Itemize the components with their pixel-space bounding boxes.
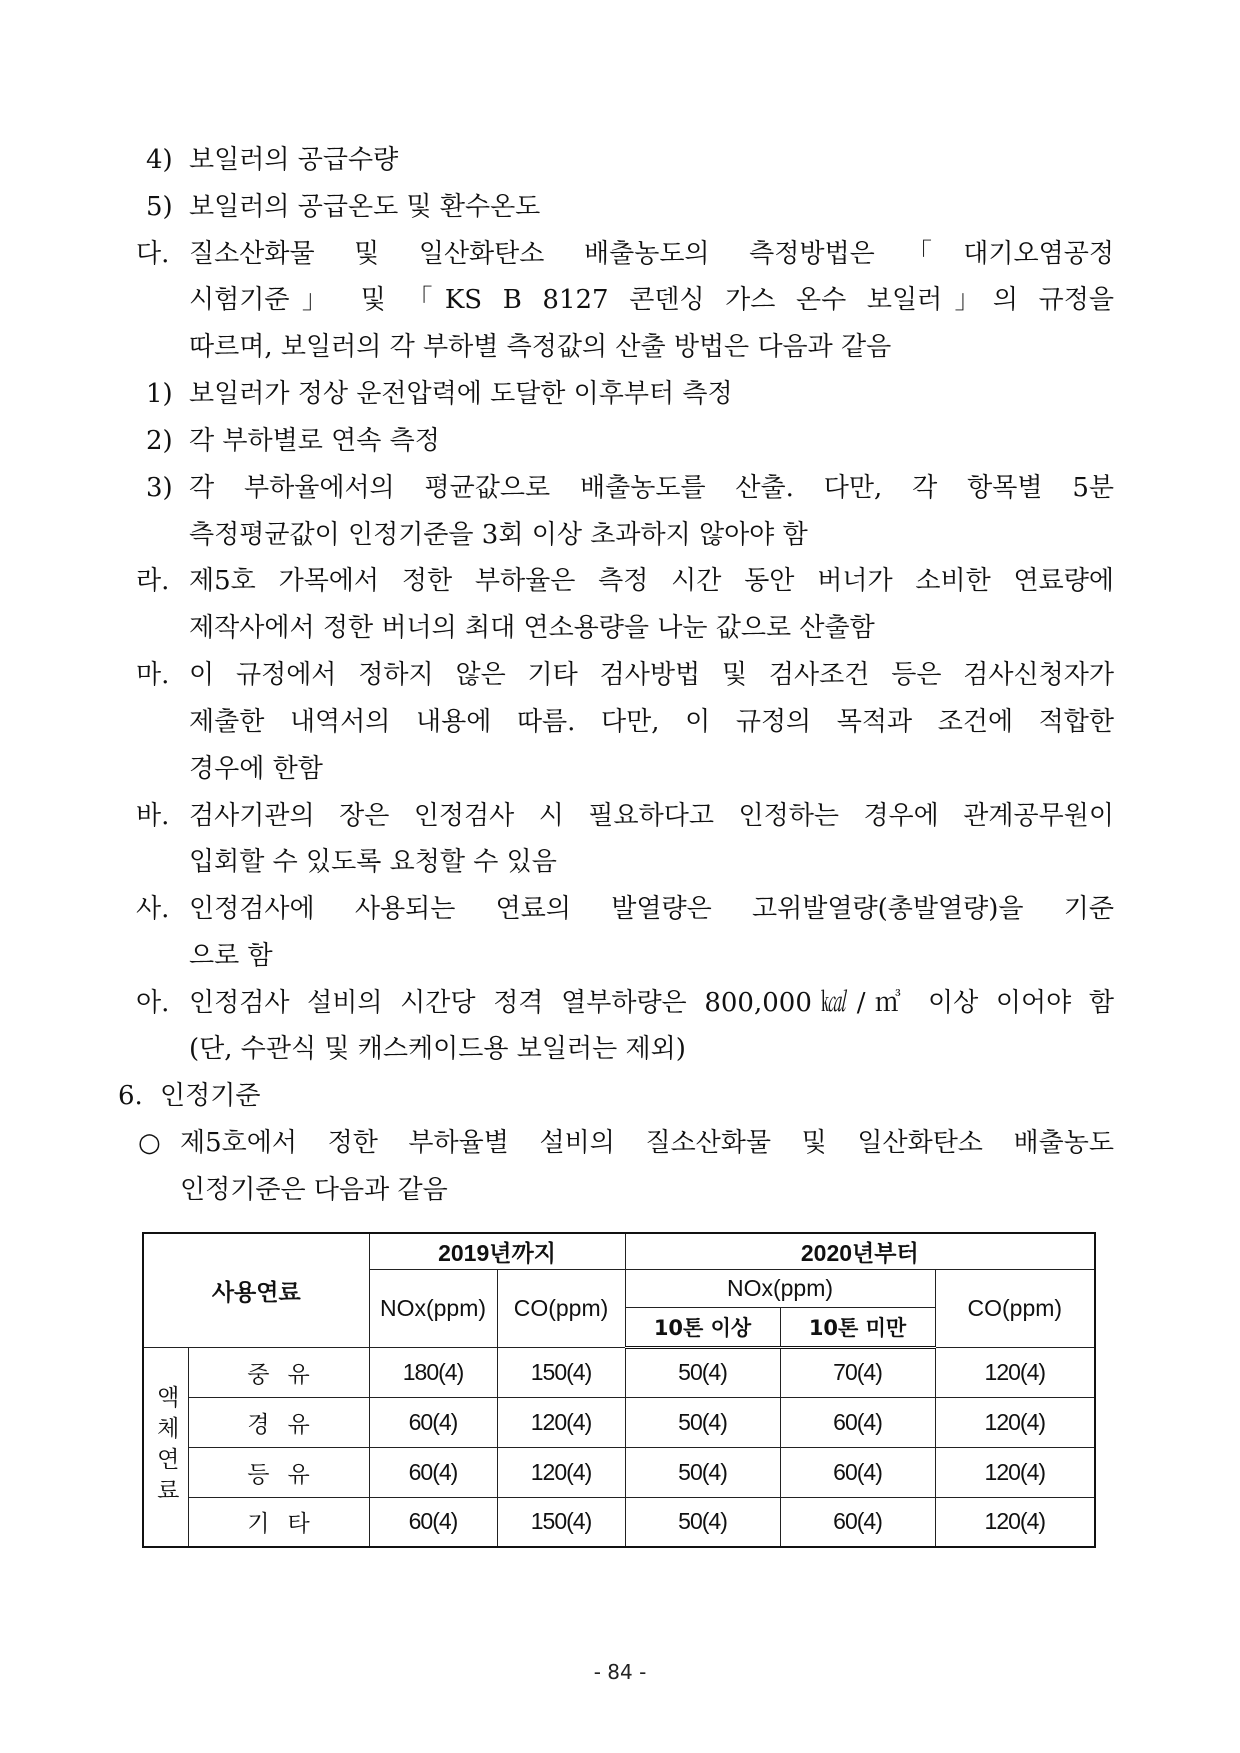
item-circle-cont xyxy=(0,1167,1240,1213)
item-a-cont xyxy=(0,1026,1240,1072)
item-ma-cont xyxy=(0,699,1240,745)
item-marker: 5) xyxy=(146,192,173,222)
item-text: 각 부하별로 연속 측정 xyxy=(189,426,440,456)
item-1 xyxy=(0,371,1240,417)
value-cell: 70(4) xyxy=(780,1347,935,1397)
item-text: 시험기준」 및 「KS B 8127 콘덴싱 가스 온수 보일러」의 규정을 xyxy=(189,285,1114,315)
table-row xyxy=(143,1447,1095,1497)
item-sa xyxy=(0,886,1240,932)
co-header: CO(ppm) xyxy=(497,1269,625,1347)
item-3-cont xyxy=(0,512,1240,558)
item-ma-cont xyxy=(0,746,1240,792)
item-marker: 1) xyxy=(146,379,173,409)
item-text: 제작사에서 정한 버너의 최대 연소용량을 나눈 값으로 산출함 xyxy=(189,613,875,643)
item-marker: 다. xyxy=(136,239,170,269)
fuel-name: 등유 xyxy=(188,1447,369,1497)
item-text: 각 부하율에서의 평균값으로 배출농도를 산출. 다만, 각 항목별 5분 xyxy=(189,473,1114,503)
item-marker: 바. xyxy=(136,801,170,831)
item-text: 경우에 한함 xyxy=(189,754,323,784)
item-text: 인정검사에 사용되는 연료의 발열량은 고위발열량(총발열량)을 기준 xyxy=(189,894,1114,924)
value-cell: 60(4) xyxy=(780,1497,935,1547)
item-ra xyxy=(0,558,1240,604)
item-text: 검사기관의 장은 인정검사 시 필요하다고 인정하는 경우에 관계공무원이 xyxy=(189,801,1114,831)
co-2020-header: CO(ppm) xyxy=(935,1269,1095,1347)
item-text: 이 규정에서 정하지 않은 기타 검사방법 및 검사조건 등은 검사신청자가 xyxy=(189,660,1114,690)
fuel-name: 중유 xyxy=(188,1347,369,1397)
period-until-2019-header: 2019년까지 xyxy=(369,1233,625,1269)
item-marker: 사. xyxy=(136,894,170,924)
item-text: 인정검사 설비의 시간당 정격 열부하량은 800,000㎉/㎥ 이상 이어야 함 xyxy=(189,988,1114,1018)
value-cell: 50(4) xyxy=(625,1447,780,1497)
item-3 xyxy=(0,465,1240,511)
item-sa-cont xyxy=(0,933,1240,979)
item-ba xyxy=(0,793,1240,839)
value-cell: 120(4) xyxy=(935,1447,1095,1497)
item-ma xyxy=(0,652,1240,698)
item-text: 제5호에서 정한 부하율별 설비의 질소산화물 및 일산화탄소 배출농도 xyxy=(180,1128,1114,1158)
value-cell: 60(4) xyxy=(369,1497,497,1547)
item-text: 제5호 가목에서 정한 부하율은 측정 시간 동안 버너가 소비한 연료량에 xyxy=(189,566,1114,596)
item-da xyxy=(0,231,1240,277)
under-10-ton-header: 10톤 미만 xyxy=(780,1307,935,1347)
value-cell: 50(4) xyxy=(625,1397,780,1447)
item-text: 따르며, 보일러의 각 부하별 측정값의 산출 방법은 다음과 같음 xyxy=(189,332,892,362)
item-ra-cont xyxy=(0,605,1240,651)
value-cell: 150(4) xyxy=(497,1347,625,1397)
fuel-name: 기타 xyxy=(188,1497,369,1547)
item-a xyxy=(0,980,1240,1026)
item-text: 인정기준 xyxy=(160,1081,261,1111)
item-text: 으로 함 xyxy=(189,941,273,971)
value-cell: 60(4) xyxy=(369,1397,497,1447)
item-circle xyxy=(0,1120,1240,1166)
item-text: 질소산화물 및 일산화탄소 배출농도의 측정방법은「대기오염공정 xyxy=(189,239,1114,269)
over-10-ton-header: 10톤 이상 xyxy=(625,1307,780,1347)
value-cell: 50(4) xyxy=(625,1497,780,1547)
period-from-2020-header: 2020년부터 xyxy=(625,1233,1095,1269)
value-cell: 120(4) xyxy=(497,1447,625,1497)
value-cell: 50(4) xyxy=(625,1347,780,1397)
item-da-cont xyxy=(0,277,1240,323)
liquid-fuel-group-label xyxy=(143,1347,188,1547)
item-marker: 3) xyxy=(146,473,173,503)
table-row xyxy=(143,1497,1095,1547)
item-marker: 라. xyxy=(136,566,170,596)
item-marker: 아. xyxy=(136,988,170,1018)
nox-header: NOx(ppm) xyxy=(369,1269,497,1347)
value-cell: 60(4) xyxy=(780,1397,935,1447)
item-5 xyxy=(0,184,1240,230)
value-cell: 120(4) xyxy=(935,1347,1095,1397)
item-ba-cont xyxy=(0,839,1240,885)
value-cell: 60(4) xyxy=(369,1447,497,1497)
item-marker: 2) xyxy=(146,426,173,456)
item-text: 보일러의 공급수량 xyxy=(189,145,399,175)
section-6-heading xyxy=(0,1073,1240,1119)
table-header-row xyxy=(143,1233,1095,1269)
item-text: 보일러가 정상 운전압력에 도달한 이후부터 측정 xyxy=(189,379,733,409)
fuel-type-header: 사용연료 xyxy=(143,1233,369,1347)
item-text: (단, 수관식 및 캐스케이드용 보일러는 제외) xyxy=(189,1034,686,1064)
item-4 xyxy=(0,137,1240,183)
circle-bullet-icon: ○ xyxy=(138,1128,161,1158)
emission-standards-table xyxy=(142,1232,1096,1548)
value-cell: 60(4) xyxy=(780,1447,935,1497)
item-da-cont xyxy=(0,324,1240,370)
item-text: 보일러의 공급온도 및 환수온도 xyxy=(189,192,541,222)
page-number: - 84 - xyxy=(593,1660,647,1684)
value-cell: 120(4) xyxy=(497,1397,625,1447)
item-marker: 4) xyxy=(146,145,173,175)
group-label-text: 액체연료 xyxy=(152,1384,179,1509)
fuel-name: 경유 xyxy=(188,1397,369,1447)
table-row xyxy=(143,1397,1095,1447)
value-cell: 120(4) xyxy=(935,1497,1095,1547)
item-2 xyxy=(0,418,1240,464)
value-cell: 150(4) xyxy=(497,1497,625,1547)
table-row xyxy=(143,1347,1095,1397)
value-cell: 120(4) xyxy=(935,1397,1095,1447)
item-text: 인정기준은 다음과 같음 xyxy=(180,1175,448,1205)
item-text: 제출한 내역서의 내용에 따름. 다만, 이 규정의 목적과 조건에 적합한 xyxy=(189,707,1114,737)
item-text: 입회할 수 있도록 요청할 수 있음 xyxy=(189,847,557,877)
nox-2020-header: NOx(ppm) xyxy=(625,1269,935,1307)
item-text: 측정평균값이 인정기준을 3회 이상 초과하지 않아야 함 xyxy=(189,520,808,550)
value-cell: 180(4) xyxy=(369,1347,497,1397)
item-marker: 6. xyxy=(118,1081,143,1111)
item-marker: 마. xyxy=(136,660,170,690)
